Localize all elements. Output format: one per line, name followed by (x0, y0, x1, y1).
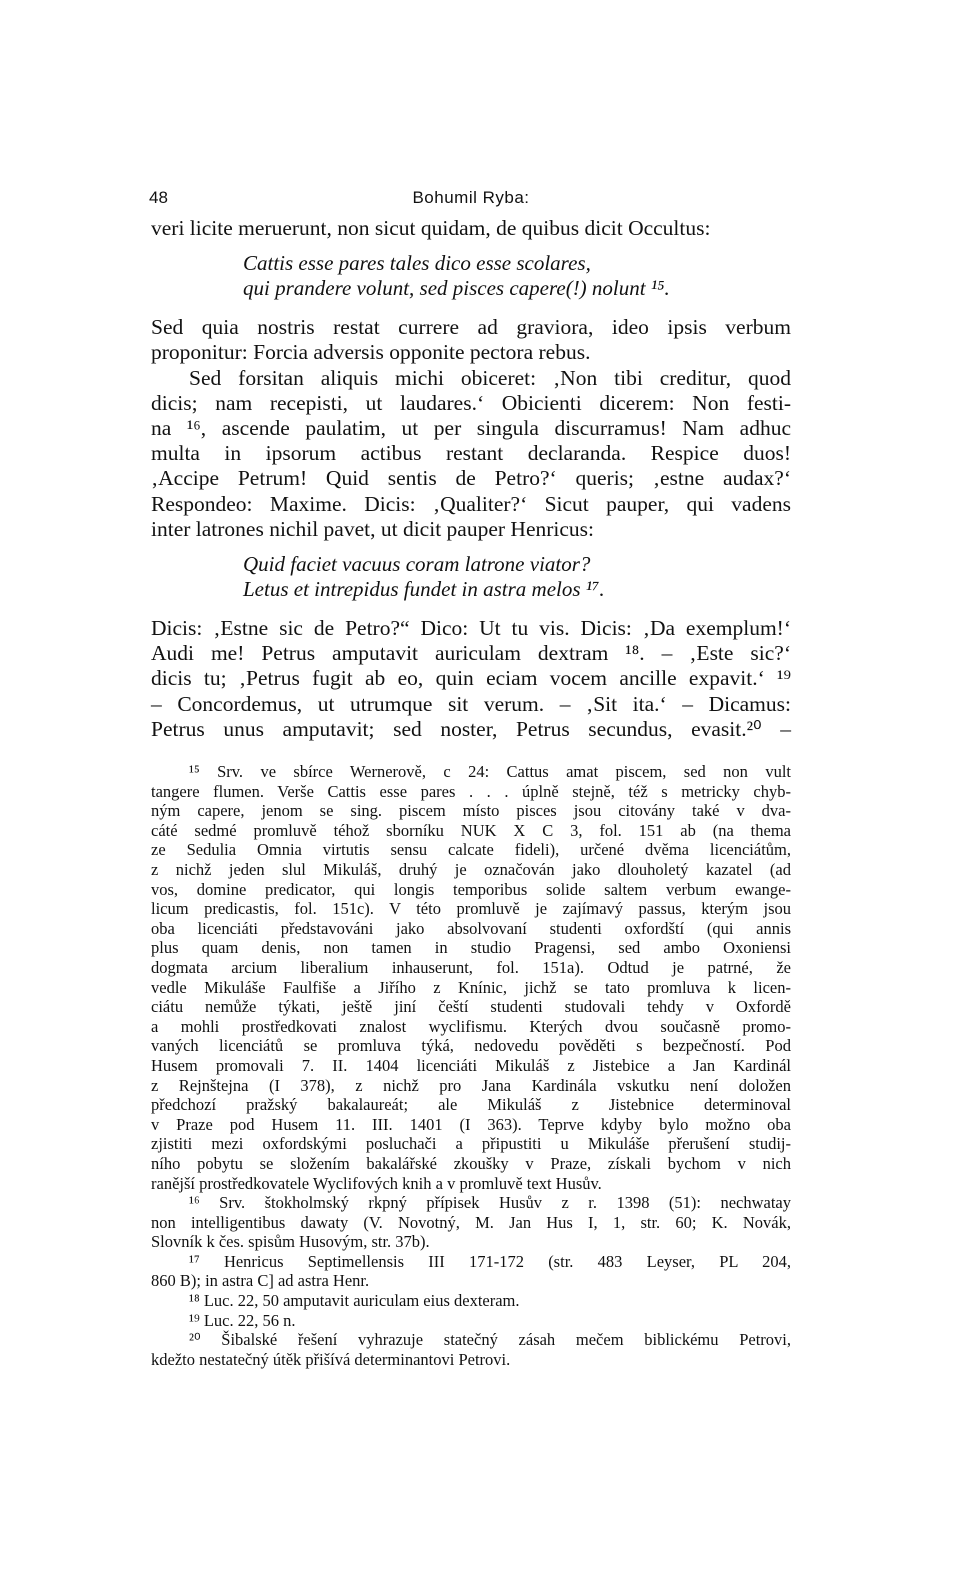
footnote-line: ¹⁶ Srv. štokholmský rkpný přípisek Husův z r. 1398 (51): nechwatay (189, 1193, 791, 1213)
footnote-line: kdežto nestatečný útěk přišívá determinantovi Petrovi. (151, 1349, 511, 1369)
text-line: Sed quia nostris restat currere ad graviora, ideo ipsis verbum (151, 315, 791, 340)
footnote-line: dogmata arcium liberalium inhauserunt, fol. 151a). Odtud je patrné, že (151, 957, 791, 977)
footnote-line: Slovník k čes. spisům Husovým, str. 37b). (151, 1232, 430, 1252)
verse-line: Quid faciet vacuus coram latrone viator? (243, 552, 591, 577)
verse-line: Cattis esse pares tales dico esse scolares, (243, 251, 591, 276)
text-line: na ¹⁶, ascende paulatim, ut per singula discurramus! Nam adhuc (151, 416, 791, 441)
footnote-line: vaných licenciátů se promluva týká, nedovedu pověděti s bezpečností. Pod (151, 1036, 791, 1056)
footnote-line: plus quam denis, non tamen in studio Pragensi, sed ambo Oxoniensi (151, 938, 791, 958)
text-line: Petrus unus amputavit; sed noster, Petrus secundus, evasit.²⁰ – (151, 716, 791, 741)
footnote-line: ným capere, jenom se sing. piscem místo pisces jsou citovány také v dva- (151, 801, 791, 821)
footnote-line: tangere flumen. Verše Cattis esse pares . . . úplně stejně, též s metricky chyb- (151, 781, 791, 801)
text-line: Sed forsitan aliquis michi obiceret: ‚Non tibi creditur, quod (189, 365, 791, 390)
footnote-line: oba licenciáti představováni jako absolvovaní studenti oxfordští (qui annis (151, 918, 791, 938)
footnote-line: předchozí pražský bakalaureát; ale Mikuláš z Jistebnice determinoval (151, 1095, 791, 1115)
footnote-line: ¹⁷ Henricus Septimellensis III 171-172 (str. 483 Leyser, PL 204, (189, 1251, 791, 1271)
footnote-line: ciátu nemůže týkati, ještě jiní čeští studenti studovali tehdy v Oxfordě (151, 997, 791, 1017)
footnote-line: 860 B); in astra C] ad astra Henr. (151, 1271, 370, 1291)
footnote-line: v Praze pod Husem 11. III. 1401 (I 363). Teprve kdyby bylo možno oba (151, 1114, 791, 1134)
footnote-line: ního pobytu se složením bakalářské zkoušky v Praze, získali bychom v nich (151, 1153, 791, 1173)
text-line: Respondeo: Maxime. Dicis: ‚Qualiter?‘ Sicut pauper, qui vadens (151, 491, 791, 516)
footnote-line: Husem promovali 7. II. 1404 licenciáti Mikuláš z Jistebice a Jan Kardinál (151, 1055, 791, 1075)
footnote-line: ¹⁸ Luc. 22, 50 amputavit auriculam eius dexteram. (189, 1291, 520, 1311)
footnote-line: z nichž jeden slul Mikuláš, druhý je označován jako dlouholetý kazatel (ad (151, 860, 791, 880)
footnote-line: licum predicastis, fol. 151c). V této promluvě je zajímavý passus, kterým jsou (151, 899, 791, 919)
text-line: ‚Accipe Petrum! Quid sentis de Petro?‘ queris; ‚estne audax?‘ (151, 466, 791, 491)
text-line: Audi me! Petrus amputavit auriculam dextram ¹⁸. – ‚Este sic?‘ (151, 641, 791, 666)
footnote-line: cáté sedmé promluvě téhož sborníku NUK X C 3, fol. 151 ab (na themа (151, 820, 791, 840)
footnote-line: ¹⁹ Luc. 22, 56 n. (189, 1310, 296, 1330)
page-header (151, 188, 791, 216)
running-title: Bohumil Ryba: (412, 188, 530, 207)
text-line: inter latrones nichil pavet, ut dicit pauper Henricus: (151, 516, 594, 541)
footnote-line: ¹⁵ Srv. ve sbírce Wernerově, c 24: Cattus amat piscem, sed non vult (189, 762, 791, 782)
text-line: Dicis: ‚Estne sic de Petro?“ Dico: Ut tu vis. Dicis: ‚Da exemplum!‘ (151, 616, 791, 641)
footnote-line: zjistiti mezi oxfordskými posluchači a připustiti u Mikuláše přerušení studij- (151, 1134, 791, 1154)
verse-line: qui prandere volunt, sed pisces capere(!) nolunt ¹⁵. (243, 276, 670, 301)
footnote-line: ze Sedulia Omnia virtutis sensu calcate fideli), určené dvěma licenciátům, (151, 840, 791, 860)
text-line: dicis tu; ‚Petrus fugit ab eo, quin eciam vocem ancille expavit.‘ ¹⁹ (151, 666, 791, 691)
footnote-line: vos, domine predicator, qui longis temporibus solide saltem verbum ewange- (151, 879, 791, 899)
footnote-line: a mohli prostředkovati znalost wyclifismu. Kterých dvou současně promo- (151, 1016, 791, 1036)
footnote-line: vedle Mikuláše Faulfiše a Jiřího z Knínic, jichž se tato promluva k licen- (151, 977, 791, 997)
text-line: proponitur: Forcia adversis opponite pectora rebus. (151, 340, 591, 365)
page-number: 48 (149, 188, 168, 207)
footnote-line: z Rejnštejna (I 378), z nichž pro Jana Kardinála vskutku není doložen (151, 1075, 791, 1095)
footnote-line: ranější prostředkovatele Wyclifových knih a v promluvě text Husův. (151, 1173, 602, 1193)
footnote-line: non intelligentibus dawaty (V. Novotný, M. Jan Hus I, 1, str. 60; K. Novák, (151, 1212, 791, 1232)
text-line: multa in ipsorum actibus restant declaranda. Respice duos! (151, 441, 791, 466)
text-line: – Concordemus, ut utrumque sit verum. – ‚Sit ita.‘ – Dicamus: (151, 691, 791, 716)
footnotes (151, 762, 791, 1369)
verse-line: Letus et intrepidus fundet in astra melos ¹⁷. (243, 577, 605, 602)
text-line: dicis; nam recepisti, ut laudares.‘ Obicienti dicerem: Non festi- (151, 390, 791, 415)
book-page (151, 188, 791, 1369)
footnote-line: ²⁰ Šibalské řešení vyhrazuje statečný zásah mečem biblickému Petrovi, (189, 1330, 791, 1350)
main-text (151, 216, 791, 742)
text-line: veri licite meruerunt, non sicut quidam, de quibus dicit Occultus: (151, 216, 711, 240)
